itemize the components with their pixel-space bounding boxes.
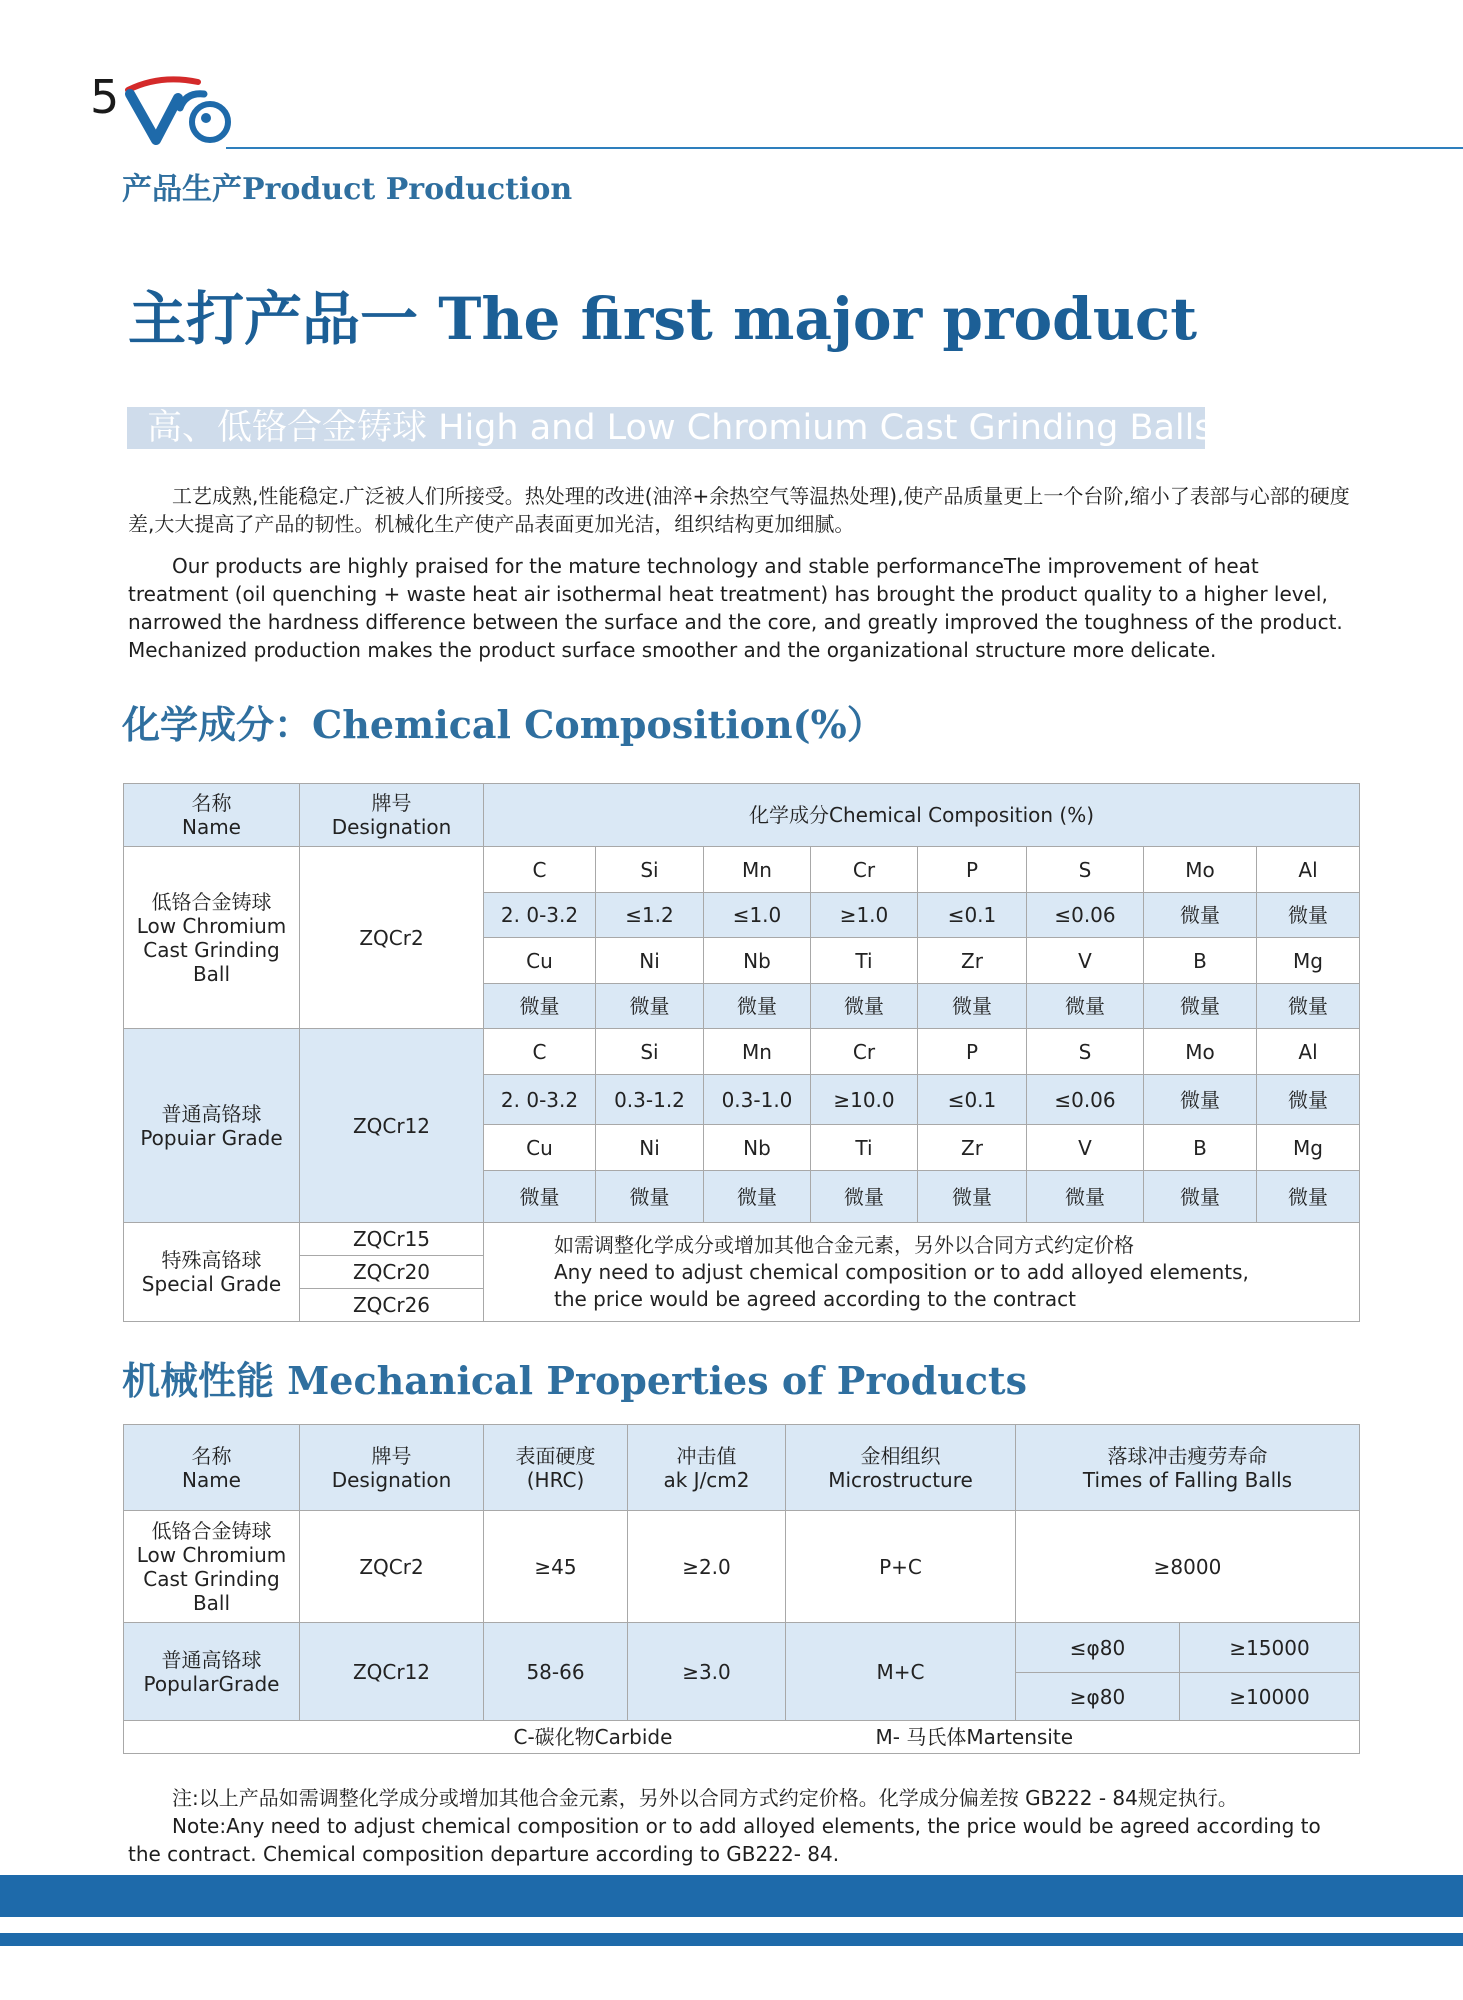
element-label: Mn [704, 1029, 811, 1075]
chem-popular-designation: ZQCr12 [300, 1029, 484, 1223]
element-value: 微量 [918, 984, 1027, 1029]
element-value: 微量 [1257, 1075, 1360, 1125]
mech-low-impact: ≥2.0 [628, 1511, 786, 1623]
element-value: 微量 [704, 1171, 811, 1223]
element-value: 微量 [1027, 1171, 1144, 1223]
mech-header-designation: 牌号 Designation [300, 1425, 484, 1511]
element-label: S [1027, 847, 1144, 893]
element-value: 微量 [1027, 984, 1144, 1029]
element-label: Al [1257, 847, 1360, 893]
chem-low-name: 低铬合金铸球 Low Chromium Cast Grinding Ball [124, 847, 300, 1029]
mech-popular-microstructure: M+C [786, 1623, 1016, 1721]
mech-popular-impact: ≥3.0 [628, 1623, 786, 1721]
special-designation: ZQCr15 [300, 1223, 484, 1256]
footnote-en: Note:Any need to adjust chemical composition or to add alloyed elements, the price would be agreed according to the contract. Chemical composition departure according to GB222- 84. [128, 1814, 1321, 1866]
footnote-cn: 注:以上产品如需调整化学成分或增加其他合金元素，另外以合同方式约定价格。化学成分偏差按 GB222 - 84规定执行。 [172, 1786, 1238, 1810]
element-label: Ni [596, 1125, 704, 1171]
element-label: P [918, 1029, 1027, 1075]
element-value: 微量 [1144, 1171, 1257, 1223]
element-label: B [1144, 938, 1257, 984]
element-value: 微量 [1257, 893, 1360, 938]
element-value: 微量 [1144, 984, 1257, 1029]
mech-header-impact: 冲击值 ak J/cm2 [628, 1425, 786, 1511]
element-label: Nb [704, 1125, 811, 1171]
intro-cn: 工艺成熟,性能稳定.广泛被人们所接受。热处理的改进(油淬+余热空气等温热处理),使产品质量更上一个台阶,缩小了表部与心部的硬度差,大大提高了产品的韧性。机械化生产使产品表面更加光洁，组织结构更加细腻。 [128, 484, 1350, 536]
mech-header-name: 名称 Name [124, 1425, 300, 1511]
element-value: ≤1.0 [704, 893, 811, 938]
element-value: 0.3-1.2 [596, 1075, 704, 1125]
mech-low-falling: ≥8000 [1016, 1511, 1360, 1623]
chem-table [123, 783, 1360, 1322]
element-value: ≤0.06 [1027, 1075, 1144, 1125]
element-label: S [1027, 1029, 1144, 1075]
element-label: B [1144, 1125, 1257, 1171]
element-value: 微量 [484, 984, 596, 1029]
chem-header-designation: 牌号 Designation [300, 784, 484, 847]
element-value: ≥1.0 [811, 893, 918, 938]
special-note: 如需调整化学成分或增加其他合金元素，另外以合同方式约定价格 Any need to adjust chemical composition or to add alloyed elements, the price would be agreed according to the contract [484, 1223, 1360, 1322]
mech-low-microstructure: P+C [786, 1511, 1016, 1623]
section-label: 产品生产Product Production [122, 172, 573, 207]
element-label: Al [1257, 1029, 1360, 1075]
mech-low-designation: ZQCr2 [300, 1511, 484, 1623]
element-value: 微量 [596, 1171, 704, 1223]
mech-popular-hardness: 58-66 [484, 1623, 628, 1721]
element-value: 微量 [1144, 893, 1257, 938]
element-value: 0.3-1.0 [704, 1075, 811, 1125]
company-logo [120, 68, 236, 148]
element-label: Zr [918, 1125, 1027, 1171]
special-designation: ZQCr20 [300, 1256, 484, 1289]
intro-en: Our products are highly praised for the mature technology and stable performanceThe improvement of heat treatment (oil quenching + waste heat air isothermal heat treatment) has brought the product quality to a higher level, narrowed the hardness difference between the surface and the core, and greatly improved the toughness of the product. Mechanized production makes the product surface smoother and the organizational structure more delicate. [128, 554, 1343, 662]
element-label: P [918, 847, 1027, 893]
element-value: 微量 [811, 1171, 918, 1223]
falling-value-small: ≥15000 [1180, 1623, 1360, 1673]
element-value: ≤0.1 [918, 1075, 1027, 1125]
chem-special-name: 特殊高铬球 Special Grade [124, 1223, 300, 1322]
element-value: 微量 [1257, 984, 1360, 1029]
mech-popular-name: 普通高铬球 PopularGrade [124, 1623, 300, 1721]
element-label: Mg [1257, 938, 1360, 984]
element-label: Mo [1144, 847, 1257, 893]
element-label: C [484, 1029, 596, 1075]
element-value: 2. 0-3.2 [484, 893, 596, 938]
element-label: Cr [811, 1029, 918, 1075]
element-value: ≤0.06 [1027, 893, 1144, 938]
chem-popular-name: 普通高铬球 Popuiar Grade [124, 1029, 300, 1223]
element-value: 微量 [811, 984, 918, 1029]
chem-heading: 化学成分：Chemical Composition(%） [122, 702, 885, 747]
element-label: Zr [918, 938, 1027, 984]
element-value: 微量 [596, 984, 704, 1029]
element-label: Ti [811, 938, 918, 984]
legend-carbide: C-碳化物Carbide [484, 1721, 1016, 1754]
mech-header-microstructure: 金相组织 Microstructure [786, 1425, 1016, 1511]
mech-header-hardness: 表面硬度 (HRC) [484, 1425, 628, 1511]
chem-low-designation: ZQCr2 [300, 847, 484, 1029]
element-value: ≥10.0 [811, 1075, 918, 1125]
mech-low-hardness: ≥45 [484, 1511, 628, 1623]
element-label: V [1027, 1125, 1144, 1171]
falling-value-large: ≥10000 [1180, 1673, 1360, 1721]
element-label: V [1027, 938, 1144, 984]
element-value: 微量 [1144, 1075, 1257, 1125]
element-value: 微量 [704, 984, 811, 1029]
page-number: 5 [90, 70, 120, 124]
element-label: Mg [1257, 1125, 1360, 1171]
element-label: Cr [811, 847, 918, 893]
element-label: Nb [704, 938, 811, 984]
element-value: 微量 [1257, 1171, 1360, 1223]
header-rule [226, 147, 1463, 149]
falling-size-large: ≥φ80 [1016, 1673, 1180, 1721]
element-value: 微量 [918, 1171, 1027, 1223]
footer-bar-thin [0, 1933, 1463, 1946]
legend-martensite: M- 马氏体Martensite [1016, 1721, 1360, 1754]
element-value: 2. 0-3.2 [484, 1075, 596, 1125]
element-value: 微量 [484, 1171, 596, 1223]
element-label: Ti [811, 1125, 918, 1171]
page-title: 主打产品一 The first major product [128, 285, 1197, 353]
chem-header-composition: 化学成分Chemical Composition (%) [484, 784, 1360, 847]
special-designation: ZQCr26 [300, 1289, 484, 1322]
legend-spacer [124, 1721, 484, 1754]
element-label: Ni [596, 938, 704, 984]
mech-popular-designation: ZQCr12 [300, 1623, 484, 1721]
element-label: Cu [484, 938, 596, 984]
element-value: ≤0.1 [918, 893, 1027, 938]
falling-size-small: ≤φ80 [1016, 1623, 1180, 1673]
element-label: Mn [704, 847, 811, 893]
mech-header-falling: 落球冲击瘦劳寿命 Times of Falling Balls [1016, 1425, 1360, 1511]
element-value: ≤1.2 [596, 893, 704, 938]
element-label: C [484, 847, 596, 893]
product-banner: 高、低铬合金铸球 High and Low Chromium Cast Grinding Balls [127, 407, 1205, 449]
element-label: Cu [484, 1125, 596, 1171]
mech-table [123, 1424, 1360, 1754]
mech-low-name: 低铬合金铸球 Low Chromium Cast Grinding Ball [124, 1511, 300, 1623]
chem-header-name: 名称 Name [124, 784, 300, 847]
footer-bar [0, 1875, 1463, 1917]
mech-heading: 机械性能 Mechanical Properties of Products [122, 1358, 1027, 1403]
element-label: Si [596, 1029, 704, 1075]
element-label: Si [596, 847, 704, 893]
element-label: Mo [1144, 1029, 1257, 1075]
